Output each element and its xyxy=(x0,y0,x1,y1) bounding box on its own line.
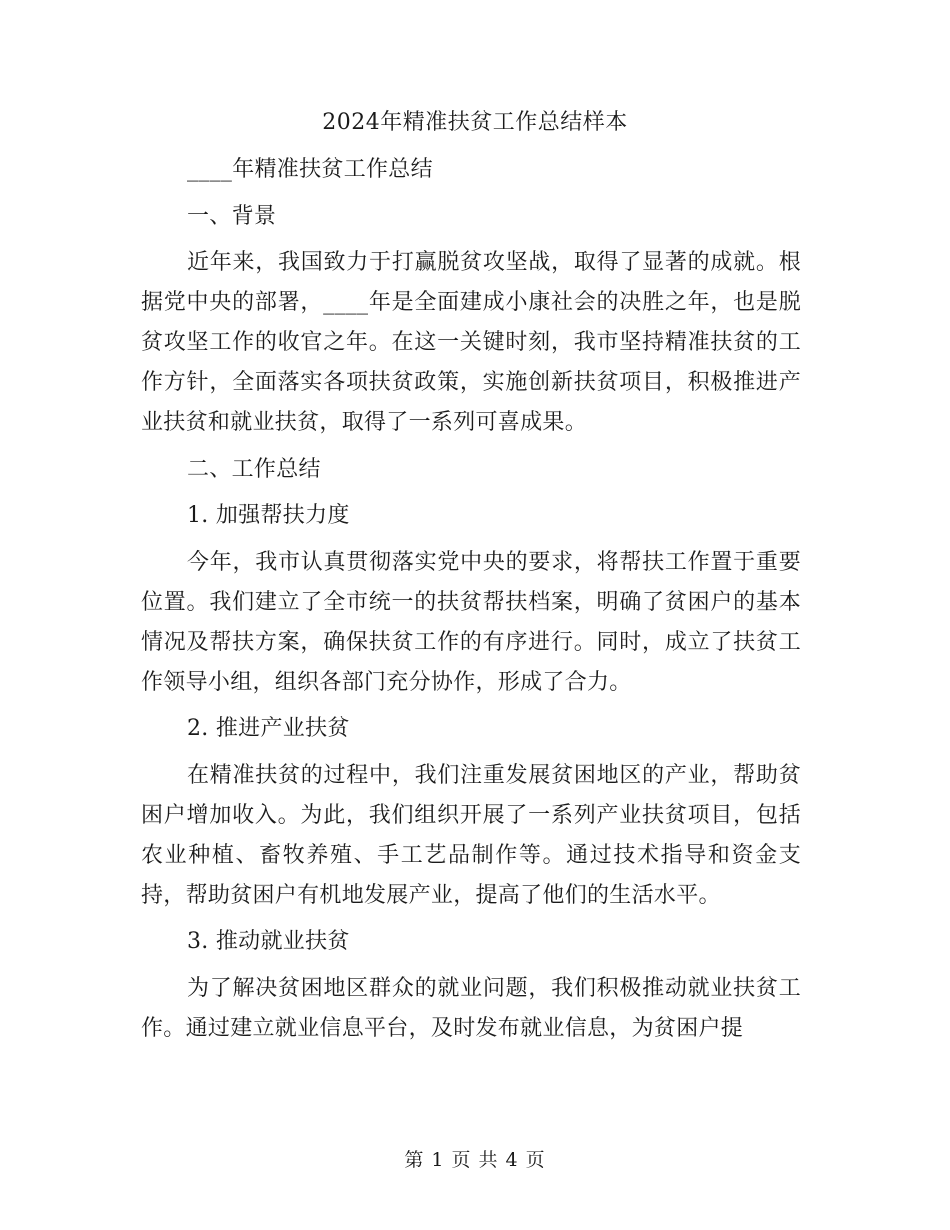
section-heading-work-summary: 二、工作总结 xyxy=(187,456,321,482)
subheading-employment: 3. 推动就业扶贫 xyxy=(187,929,350,954)
assistance-paragraph: 今年，我市认真贯彻落实党中央的要求，将帮扶工作置于重要位置。我们建立了全市统一的扶贫帮扶档案，明确了贫困户的基本情况及帮扶方案，确保扶贫工作的有序进行。同时，成立了扶贫工作领导小组，组织各部门充分协作，形成了合力。 xyxy=(141,549,801,695)
section-heading-background: 一、背景 xyxy=(187,203,277,229)
document-body xyxy=(141,150,801,1055)
subheading-assistance: 1. 加强帮扶力度 xyxy=(187,503,350,528)
background-paragraph: 近年来，我国致力于打赢脱贫攻坚战，取得了显著的成就。根据党中央的部署，____年是全面建成小康社会的决胜之年，也是脱贫攻坚工作的收官之年。在这一关键时刻，我市坚持精准扶贫的工作方针，全面落实各项扶贫政策，实施创新扶贫项目，积极推进产业扶贫和就业扶贫，取得了一系列可喜成果。 xyxy=(141,250,801,435)
industry-paragraph: 在精准扶贫的过程中，我们注重发展贫困地区的产业，帮助贫困户增加收入。为此，我们组织开展了一系列产业扶贫项目，包括农业种植、畜牧养殖、手工艺品制作等。通过技术指导和资金支持，帮助贫困户有机地发展产业，提高了他们的生活水平。 xyxy=(141,762,801,908)
employment-paragraph: 为了解决贫困地区群众的就业问题，我们积极推动就业扶贫工作。通过建立就业信息平台，及时发布就业信息，为贫困户提 xyxy=(141,975,801,1041)
document-title: 2024年精准扶贫工作总结样本 xyxy=(322,110,628,135)
page-footer: 第 1 页 共 4 页 xyxy=(404,1149,546,1171)
subtitle-paragraph: ____年精准扶贫工作总结 xyxy=(187,157,433,182)
subheading-industry: 2. 推进产业扶贫 xyxy=(187,716,350,741)
